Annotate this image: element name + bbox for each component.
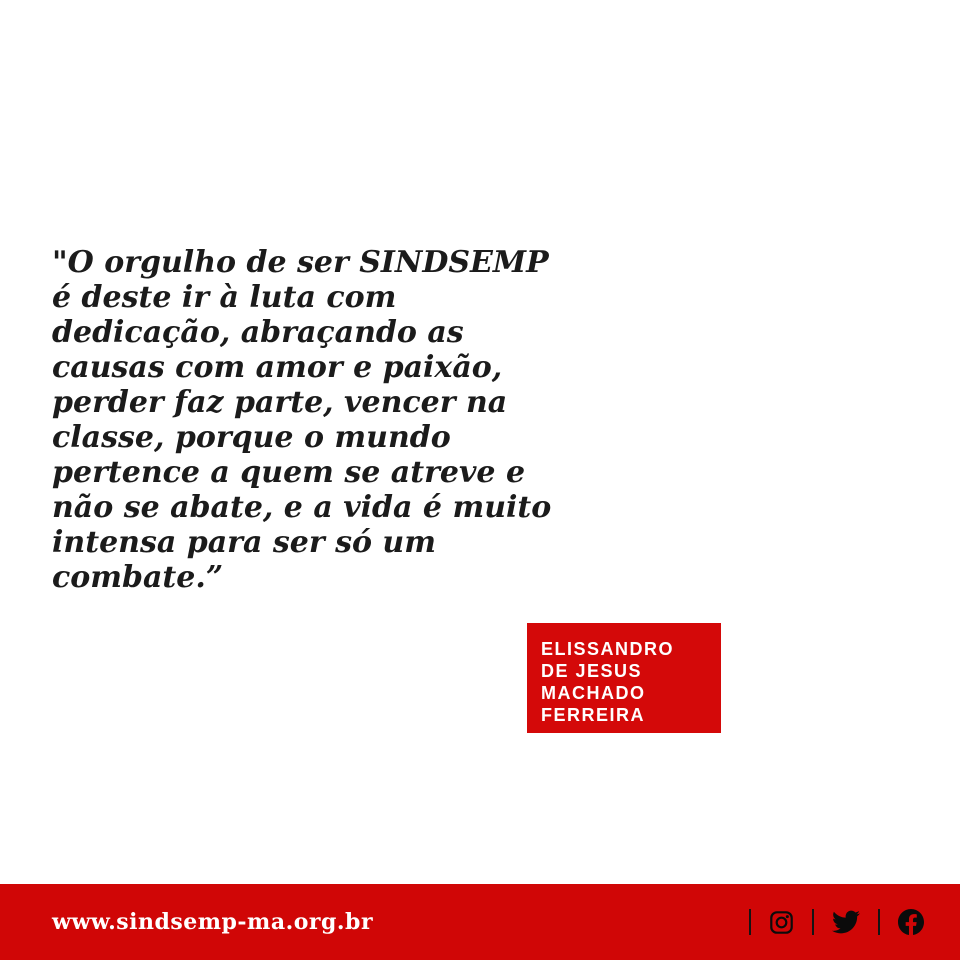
quote-line: causas com amor e paixão, [52,350,503,385]
quote-line: é deste ir à luta com [52,280,397,315]
separator [812,909,814,935]
author-name-box [527,623,721,733]
twitter-icon[interactable] [832,908,860,936]
quote-line: dedicação, abraçando as [52,315,464,350]
social-icons [749,884,924,960]
author-name-line: DE JESUS [541,661,643,681]
quote-line: classe, porque o mundo [52,420,451,455]
quote-line: perder faz parte, vencer na [52,385,508,420]
quote-line: não se abate, e a vida é muito [52,490,552,525]
quote-line: combate.” [52,560,224,595]
instagram-icon[interactable] [769,910,794,935]
quote-text [52,245,551,595]
author-name-line: ELISSANDRO [541,639,675,659]
facebook-icon[interactable] [898,909,924,935]
quote-line: intensa para ser só um [52,525,436,560]
separator [878,909,880,935]
quote-line: pertence a quem se atreve e [52,455,526,490]
author-name-line: FERREIRA [541,705,646,725]
author-name-line: MACHADO [541,683,646,703]
website-url[interactable]: www.sindsemp-ma.org.br [52,909,374,935]
footer-bar [0,884,960,960]
quote-line: "O orgulho de ser SINDSEMP [52,245,549,280]
separator [749,909,751,935]
